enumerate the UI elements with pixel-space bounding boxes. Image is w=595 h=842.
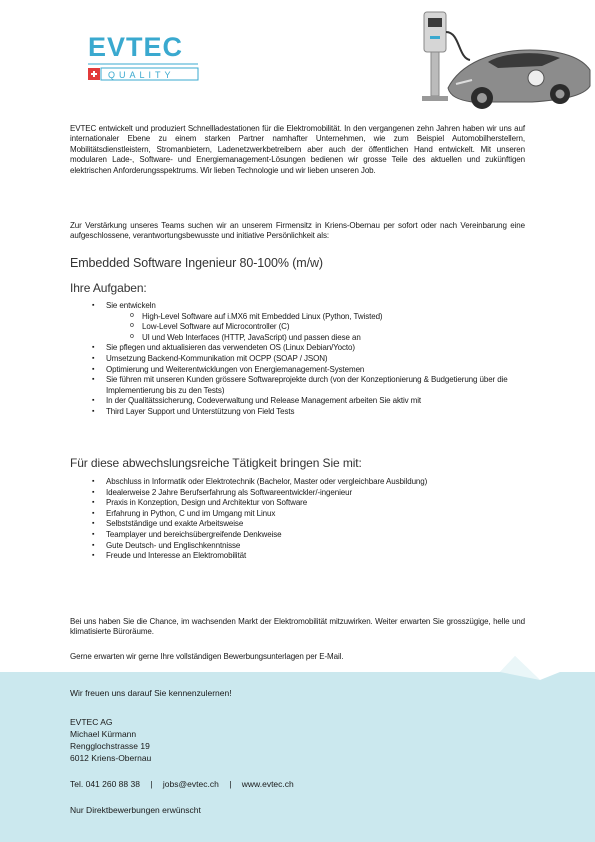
logo-brand: EVTEC [88, 32, 184, 62]
tasks-heading: Ihre Aufgaben: [70, 281, 147, 295]
list-item: ▪ Freude und Interesse an Elektromobilität [92, 551, 532, 562]
list-item: ▪ Erfahrung in Python, C und im Umgang mit Linux [92, 509, 532, 520]
list-item: ▪ Third Layer Support und Unterstützung von Field Tests [92, 407, 532, 418]
list-item [92, 301, 532, 343]
tasks-sublist [106, 312, 532, 344]
contact-name: Michael Kürmann [70, 729, 137, 739]
list-item: ▪ Optimierung und Weiterentwicklungen von Energiemanagement-Systemen [92, 365, 532, 376]
footer-contact-line [70, 779, 294, 790]
sublist-item: o UI und Web Interfaces (HTTP, JavaScript) und passen diese an [130, 333, 532, 344]
list-item: ▪ Selbstständige und exakte Arbeitsweise [92, 519, 532, 530]
list-item: ▪ Abschluss in Informatik oder Elektrotechnik (Bachelor, Master oder vergleichbare Ausbildung) [92, 477, 532, 488]
list-item: ▪ Idealerweise 2 Jahre Berufserfahrung als Softwareentwickler/-ingenieur [92, 488, 532, 499]
search-paragraph: Zur Verstärkung unseres Teams suchen wir an unserem Firmensitz in Kriens-Obernau per sofort oder nach Vereinbarung eine aufgeschlossene, verantwortungsbewusste und initiative Persönlichkeit als: [70, 221, 525, 241]
job-title: Embedded Software Ingenieur 80-100% (m/w) [70, 256, 323, 270]
city-address: 6012 Kriens-Obernau [70, 753, 152, 763]
phone-number: Tel. 041 260 88 38 [70, 779, 140, 789]
profile-list [92, 477, 532, 562]
website-link[interactable]: www.evtec.ch [241, 779, 294, 789]
separator: | [229, 779, 232, 789]
evtec-logo [86, 30, 200, 86]
intro-paragraph: EVTEC entwickelt und produziert Schnellladestationen für die Elektromobilität. In den vergangenen zehn Jahren haben wir uns auf internationaler Ebene zu einem starken Partner namhafter Unternehmen, wie zum Beispiel Automobilherstellern, Mobilitätsdienstleistern, Stromanbietern, Ladenetzwerkbetreibern aber auch der öffentlichen Hand entwickelt. Mit unseren modularen Lade-, Software- und Energiemanagement-Lösungen bedienen wir grosse Teile des aktuellen und zukünftigen elektrischen Anforderungsspektrums. Wir lieben Technologie und wir lieben unseren Job. [70, 124, 525, 175]
car-charging-illustration [412, 6, 592, 116]
list-item-text: Sie entwickeln [106, 301, 156, 310]
footer-note: Nur Direktbewerbungen erwünscht [70, 805, 201, 815]
list-item: ▪ Umsetzung Backend-Kommunikation mit OCPP (SOAP / JSON) [92, 354, 532, 365]
street-address: Rengglochstrasse 19 [70, 741, 150, 751]
tasks-list [92, 301, 532, 418]
list-item: ▪ Gute Deutsch- und Englischkenntnisse [92, 541, 532, 552]
sublist-item: o High-Level Software auf i.MX6 mit Embedded Linux (Python, Twisted) [130, 312, 532, 323]
application-paragraph: Gerne erwarten wir gerne Ihre vollständigen Bewerbungsunterlagen per E-Mail. [70, 652, 344, 661]
footer-address [70, 716, 151, 764]
list-item: ▪ Teamplayer und bereichsübergreifende Denkweise [92, 530, 532, 541]
offer-paragraph: Bei uns haben Sie die Chance, im wachsenden Markt der Elektromobilität mitzuwirken. Weiter erwarten Sie grosszügige, helle und klimatisierte Büroräume. [70, 617, 525, 637]
footer-greeting: Wir freuen uns darauf Sie kennenzulernen! [70, 688, 232, 698]
sublist-item: o Low-Level Software auf Microcontroller (C) [130, 322, 532, 333]
company-name: EVTEC AG [70, 717, 113, 727]
email-link[interactable]: jobs@evtec.ch [162, 779, 219, 789]
list-item: ▪ Praxis in Konzeption, Design und Architektur von Software [92, 498, 532, 509]
logo-tagline: QUALITY [108, 70, 175, 80]
separator: | [150, 779, 153, 789]
list-item: ▪ Sie pflegen und aktualisieren das verwendeten OS (Linux Debian/Yocto) [92, 343, 532, 354]
list-item: ▪ Sie führen mit unseren Kunden grössere Softwareprojekte durch (von der Konzeptionierung & Budgetierung über die Implementierung bis zu den Tests) [92, 375, 532, 396]
profile-heading: Für diese abwechslungsreiche Tätigkeit bringen Sie mit: [70, 456, 362, 470]
list-item: ▪ In der Qualitätssicherung, Codeverwaltung und Release Management arbeiten Sie aktiv mit [92, 396, 532, 407]
